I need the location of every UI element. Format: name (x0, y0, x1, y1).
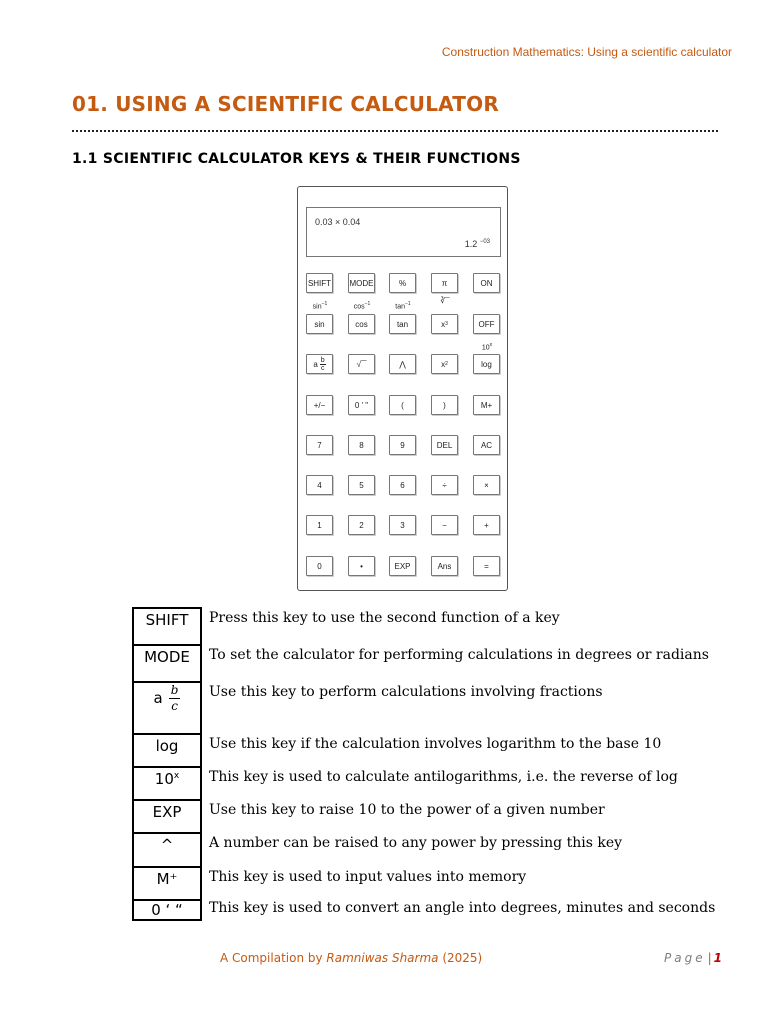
key-name-cell: ^ (133, 833, 201, 867)
key-degrees: 0 ' " (348, 395, 375, 415)
key-name-cell: MODE (133, 645, 201, 682)
running-header: Construction Mathematics: Using a scientific calculator (441, 45, 732, 59)
key-tan: tan (389, 314, 416, 334)
key-close-paren: ) (431, 395, 458, 415)
key-name-cell: M⁺ (133, 867, 201, 900)
dotted-divider (72, 130, 718, 132)
display-result: 1.2 $^{-03}$ (464, 239, 490, 249)
key-description-cell: This key is used to input values into memory (209, 869, 527, 885)
key-cos: cos (348, 314, 375, 334)
key-function-table (132, 607, 716, 921)
key-2: 2 (348, 515, 375, 535)
table-row (133, 734, 715, 767)
key-5: 5 (348, 475, 375, 495)
key-description-cell: This key is used to convert an angle into degrees, minutes and seconds (209, 900, 716, 916)
key-delete: DEL (431, 435, 458, 455)
key-fraction: a $\frac{b}{c}$ (306, 354, 333, 374)
key-exp: EXP (389, 556, 416, 576)
key-description-cell: Use this key if the calculation involves logarithm to the base 10 (209, 736, 662, 752)
key-multiply: × (473, 475, 500, 495)
key-9: 9 (389, 435, 416, 455)
key-name-cell: log (133, 734, 201, 767)
key-name-cell: 0 ‘ “ (133, 900, 201, 920)
table-row (133, 682, 715, 734)
shift-label-ten-power-x: 10$^x$ (481, 342, 493, 352)
key-name-cell: EXP (133, 800, 201, 833)
key-3: 3 (389, 515, 416, 535)
key-7: 7 (306, 435, 333, 455)
key-1: 1 (306, 515, 333, 535)
key-x-squared: x 2 (431, 354, 458, 374)
table-row (133, 767, 715, 800)
key-ans: Ans (431, 556, 458, 576)
table-row (133, 645, 715, 682)
key-plus: + (473, 515, 500, 535)
footer-credit: A Compilation by Ramniwas Sharma (2025) (220, 951, 483, 965)
key-description-cell: A number can be raised to any power by pressing this key (209, 835, 623, 851)
shift-label-cube-root: ∛‾‾ (440, 298, 450, 305)
key-power: ⋀ (389, 354, 416, 374)
display-expression: 0.03 × 0.04 (315, 217, 361, 227)
key-minus: − (431, 515, 458, 535)
key-description-cell: This key is used to calculate antilogarithms, i.e. the reverse of log (209, 769, 678, 785)
key-all-clear: AC (473, 435, 500, 455)
key-equals: = (473, 556, 500, 576)
key-8: 8 (348, 435, 375, 455)
key-sin: sin (306, 314, 333, 334)
key-square-root: √‾‾ (348, 354, 375, 374)
key-percent: % (389, 273, 416, 293)
table-row (133, 800, 715, 833)
key-shift: SHIFT (306, 273, 333, 293)
shift-label-cos-inverse: $\cos^{-1}$ (353, 301, 371, 311)
shift-label-sin-inverse: $\sin^{-1}$ (312, 301, 328, 311)
section-title: 1.1 SCIENTIFIC CALCULATOR KEYS & THEIR FUNCTIONS (72, 151, 521, 167)
key-x-cubed: x 3 (431, 314, 458, 334)
key-name-cell: a $\frac{b}{c}$ (133, 682, 201, 734)
table-row (133, 867, 715, 900)
chapter-title: 01. USING A SCIENTIFIC CALCULATOR (72, 92, 499, 116)
key-name-cell: SHIFT (133, 608, 201, 645)
key-4: 4 (306, 475, 333, 495)
key-mode: MODE (348, 273, 375, 293)
table-row (133, 900, 715, 920)
table-row (133, 608, 715, 645)
table-row (133, 833, 715, 867)
key-6: 6 (389, 475, 416, 495)
key-name-cell: 10$^x$ (133, 767, 201, 800)
key-description-cell: Use this key to perform calculations involving fractions (209, 684, 603, 700)
key-on: ON (473, 273, 500, 293)
key-description-cell: Press this key to use the second function of a key (209, 610, 560, 626)
calculator-illustration (297, 186, 508, 591)
shift-label-tan-inverse: $\tan^{-1}$ (395, 301, 411, 311)
key-description-cell: Use this key to raise 10 to the power of a given number (209, 802, 605, 818)
key-plus-minus: +/− (306, 395, 333, 415)
footer-page-number: Page | 1 (664, 951, 722, 965)
key-decimal-point: • (348, 556, 375, 576)
key-log: log (473, 354, 500, 374)
key-divide: ÷ (431, 475, 458, 495)
key-pi: π (431, 273, 458, 293)
calculator-display (306, 207, 501, 257)
key-off: OFF (473, 314, 500, 334)
key-description-cell: To set the calculator for performing calculations in degrees or radians (209, 647, 709, 663)
key-0: 0 (306, 556, 333, 576)
footer-author: Ramniwas Sharma (326, 951, 439, 965)
key-open-paren: ( (389, 395, 416, 415)
key-memory-plus: M+ (473, 395, 500, 415)
